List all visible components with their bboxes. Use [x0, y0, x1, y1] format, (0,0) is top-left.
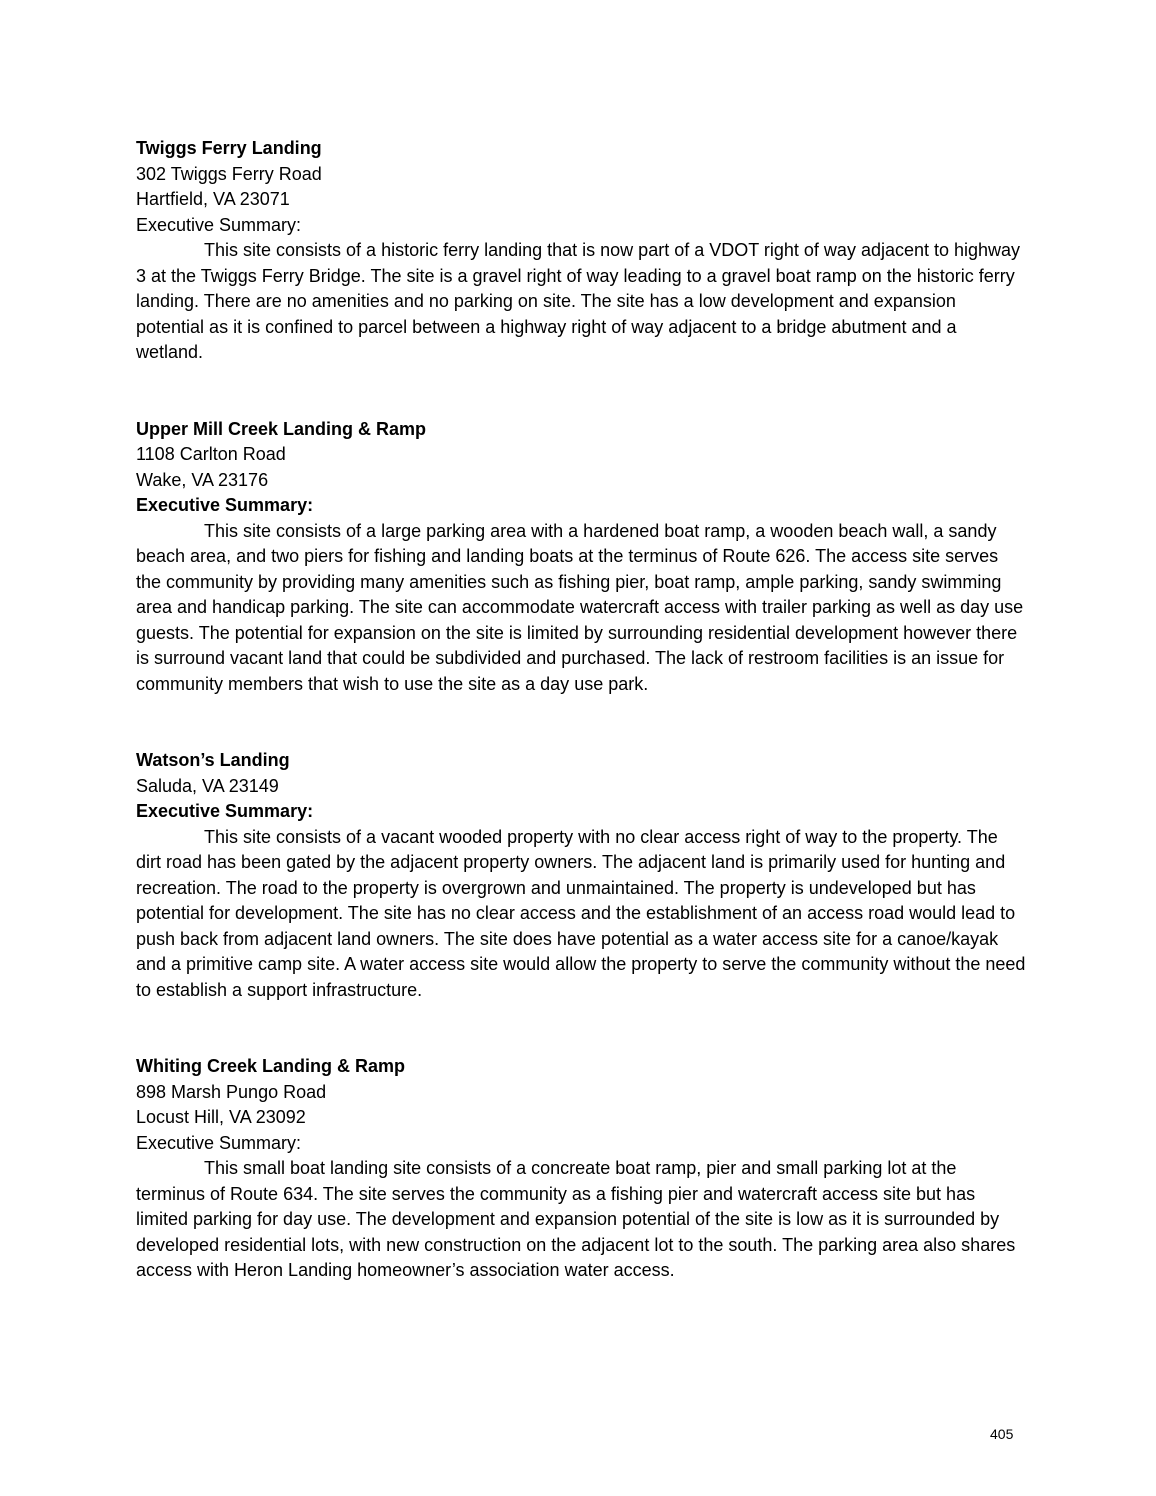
site-title: Whiting Creek Landing & Ramp	[136, 1056, 406, 1076]
document-page	[136, 136, 1026, 1284]
summary-label: Executive Summary:	[136, 1132, 302, 1153]
site-title: Watson’s Landing	[136, 750, 290, 770]
site-section-whiting-creek	[136, 1054, 1026, 1284]
summary-label: Executive Summary:	[136, 801, 314, 821]
site-address-city: Wake, VA 23176	[136, 469, 269, 490]
summary-text: This site consists of a historic ferry landing that is now part of a VDOT right of way adjacent to highway 3 at the Twiggs Ferry Bridge. The site is a gravel right of way leading to a gravel boat ramp on the historic ferry landing. There are no amenities and no parking on site. The site has a low development and expansion potential as it is confined to parcel between a highway right of way adjacent to a bridge abutment and a wetland.	[136, 240, 1021, 362]
site-address-street: 898 Marsh Pungo Road	[136, 1081, 327, 1102]
site-address-city: Locust Hill, VA 23092	[136, 1107, 306, 1127]
site-address-street: 302 Twiggs Ferry Road	[136, 163, 322, 184]
site-address-street: 1108 Carlton Road	[136, 444, 286, 464]
page-number: 405	[990, 1426, 1014, 1442]
site-title: Upper Mill Creek Landing & Ramp	[136, 418, 427, 439]
summary-label: Executive Summary:	[136, 214, 302, 235]
site-title: Twiggs Ferry Landing	[136, 138, 322, 158]
site-address-city: Saluda, VA 23149	[136, 775, 279, 796]
site-address-city: Hartfield, VA 23071	[136, 189, 290, 209]
site-section-upper-mill-creek	[136, 417, 1026, 698]
summary-label: Executive Summary:	[136, 495, 314, 515]
summary-text: This small boat landing site consists of a concreate boat ramp, pier and small parking lot at the terminus of Route 634. The site serves the community as a fishing pier and watercraft access site but has limited parking for day use. The development and expansion potential of the site is low as it is surrounded by developed residential lots, with new construction on the adjacent lot to the south. The parking area also shares access with Heron Landing homeowner’s association water access.	[136, 1158, 1016, 1280]
summary-text: This site consists of a large parking area with a hardened boat ramp, a wooden beach wall, a sandy beach area, and two piers for fishing and landing boats at the terminus of Route 626. The access site serves the community by providing many amenities such as fishing pier, boat ramp, ample parking, sandy swimming area and handicap parking. The site can accommodate watercraft access with trailer parking as well as day use guests. The potential for expansion on the site is limited by surrounding residential development however there is surround vacant land that could be subdivided and purchased. The lack of restroom facilities is an issue for community members that wish to use the site as a day use park.	[136, 520, 1024, 694]
summary-text: This site consists of a vacant wooded property with no clear access right of way to the property. The dirt road has been gated by the adjacent property owners. The adjacent land is primarily used for hunting and recreation. The road to the property is overgrown and unmaintained. The property is undeveloped but has potential for development. The site has no clear access and the establishment of an access road would lead to push back from adjacent land owners. The site does have potential as a water access site for a canoe/kayak and a primitive camp site. A water access site would allow the property to serve the community without the need to establish a support infrastructure.	[136, 826, 1026, 1000]
site-section-twiggs-ferry	[136, 136, 1026, 366]
site-section-watsons-landing	[136, 748, 1026, 1003]
